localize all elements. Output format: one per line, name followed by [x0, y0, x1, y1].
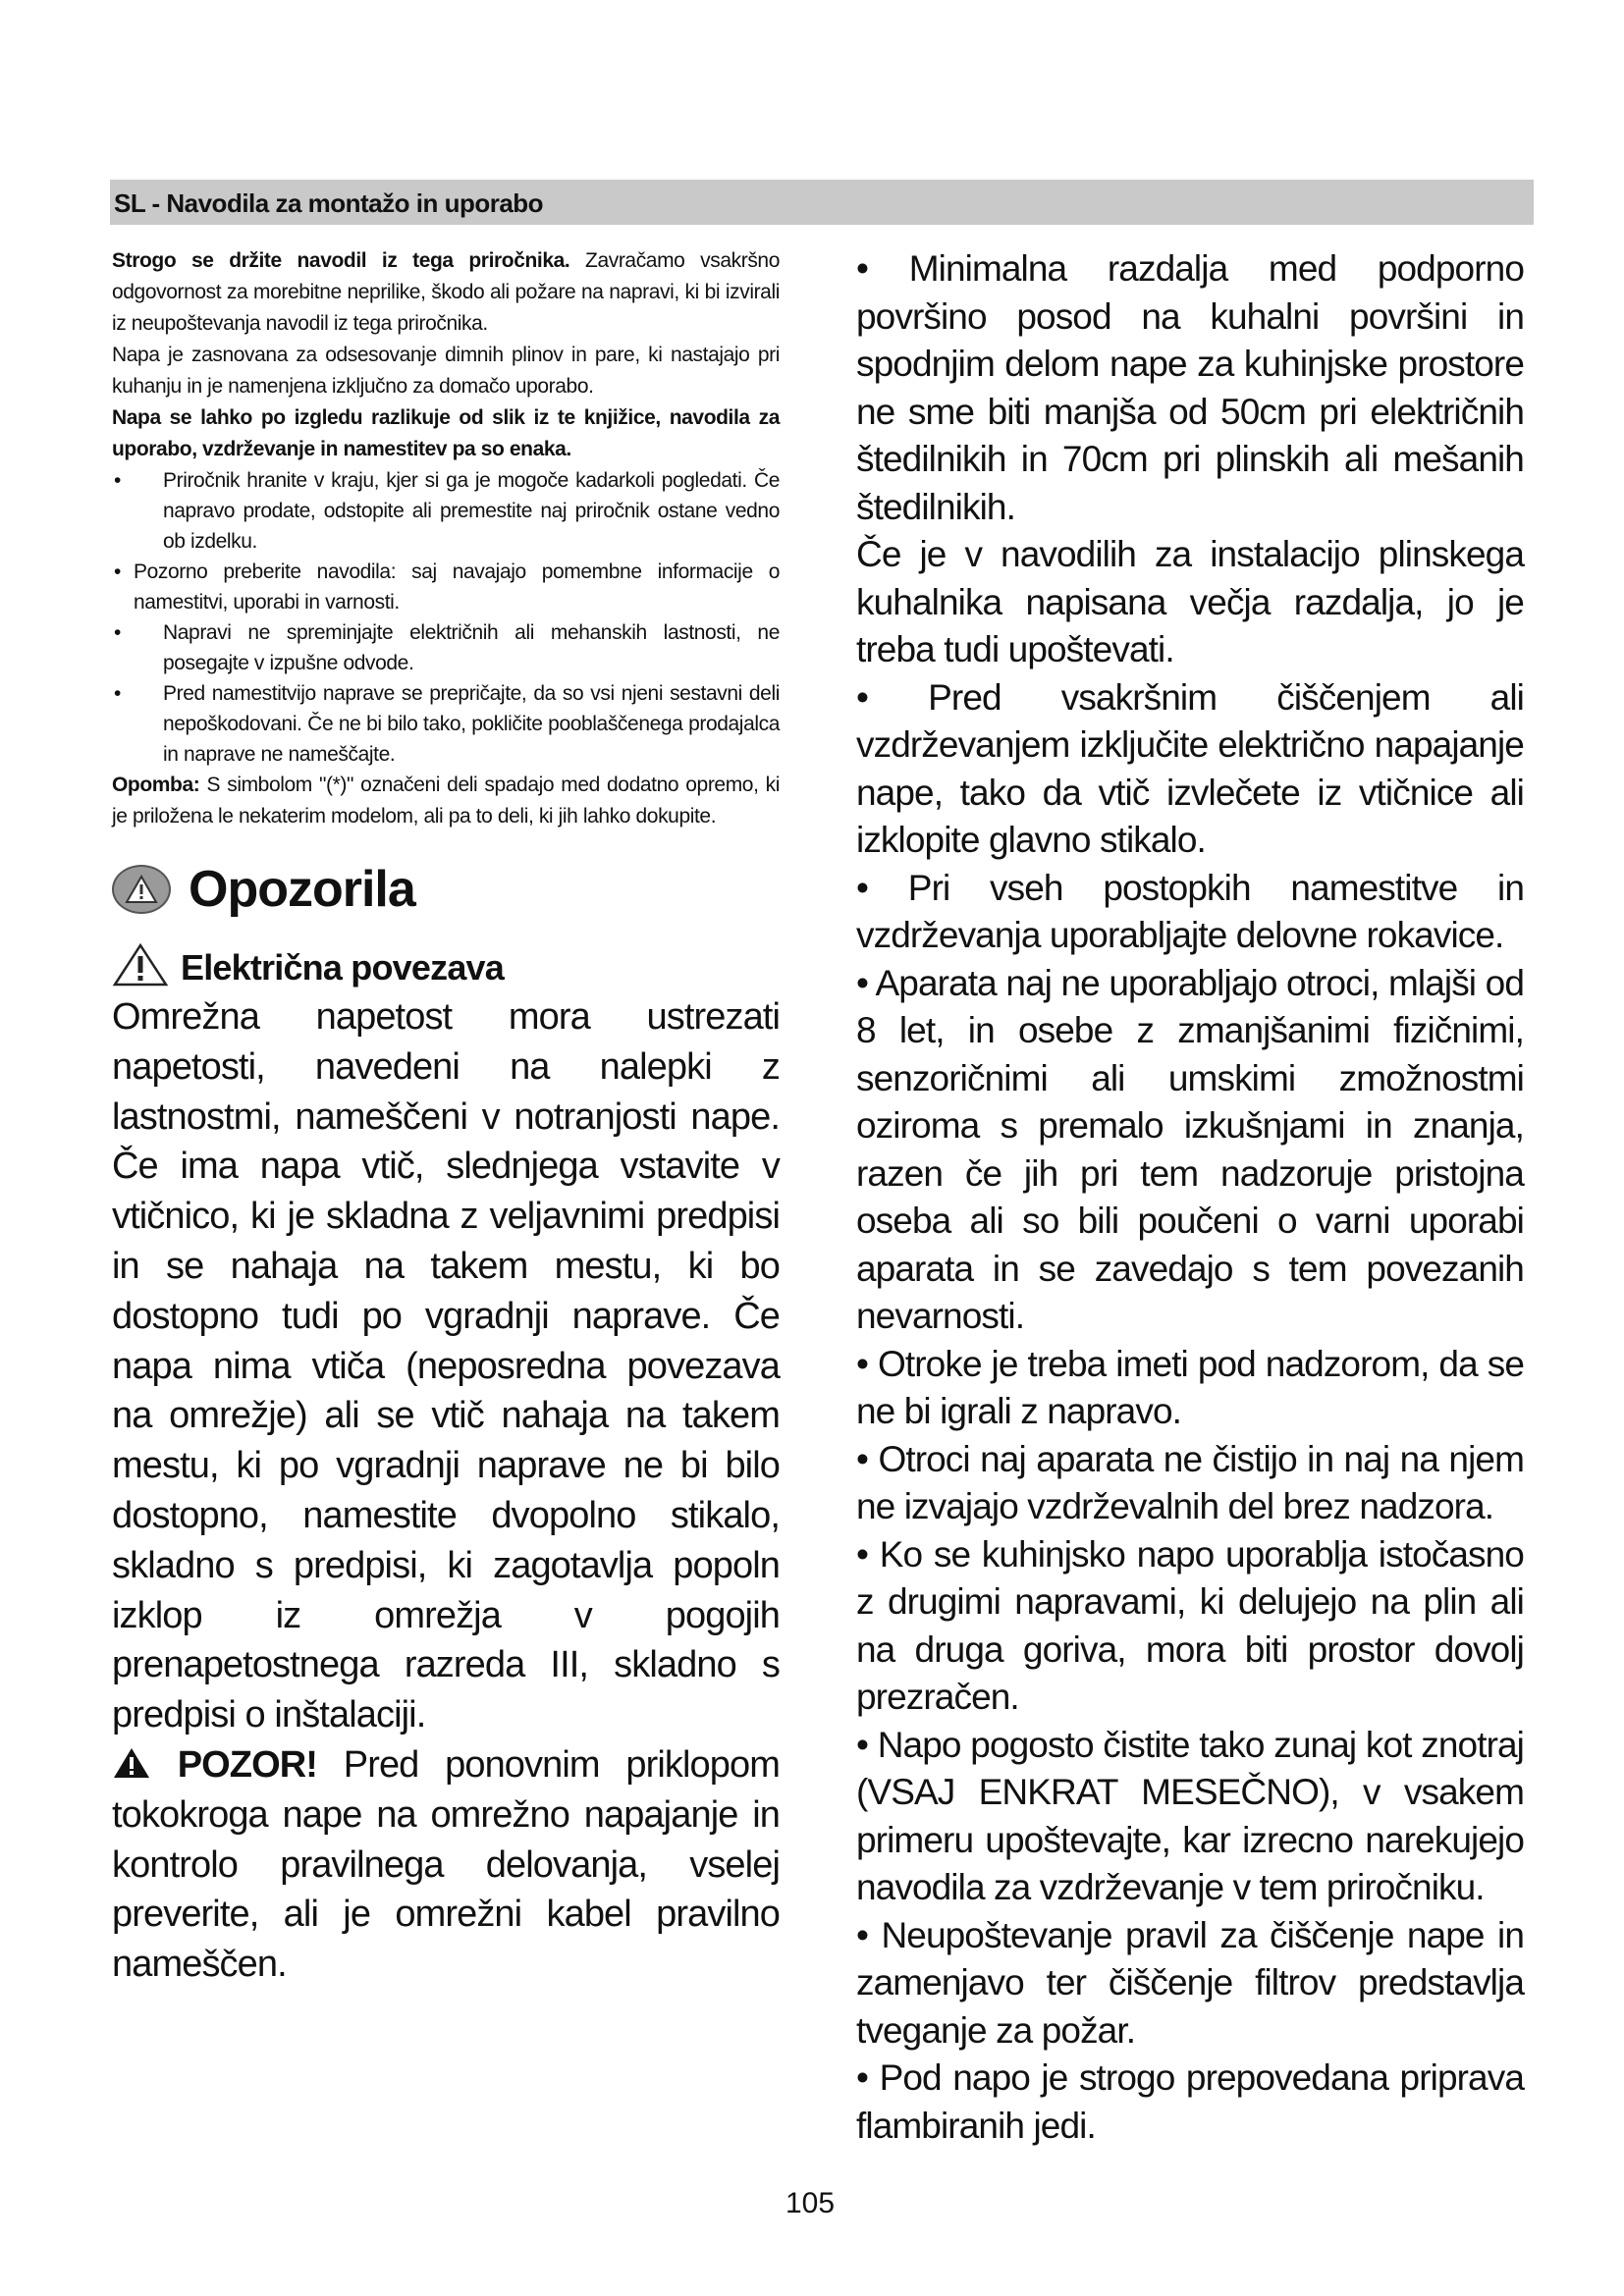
safety-paragraph: • Minimalna razdalja med podporno površino posod na kuhalni površini in spodnjim delom nape za kuhinjske prostore ne sme biti manjša od 50cm pri električnih štedilnikih in 70cm pri plinskih ali mešanih štedilnikih. [856, 248, 1524, 527]
safety-paragraph: • Pred vsakršnim čiščenjem ali vzdrževanjem izključite električno napajanje nape, tako da vtič izvlečete iz vtičnice ali izklopite glavno stikalo. [856, 676, 1524, 860]
safety-paragraph: • Aparata naj ne uporabljajo otroci, mlajši od 8 let, in osebe z zmanjšanimi fizičnimi, senzoričnimi ali umskimi zmožnostmi oziroma s premalo izkušnjami in znanja, razen če jih pri tem nadzoruje pristojna oseba ali so bili poučeni o varni uporabi aparata in se zavedajo s tem povezanih nevarnosti. [856, 962, 1524, 1336]
page-number: 105 [785, 2187, 836, 2219]
safety-paragraph: • Pod napo je strogo prepovedana priprava flambiranih jedi. [856, 2057, 1524, 2146]
electric-title: Električna povezava [181, 946, 504, 988]
intro-paragraph-2: Napa je zasnovana za odsesovanje dimnih plinov in pare, ki nastajajo pri kuhanju in je namenjena izključno za domačo uporabo. [112, 344, 780, 398]
electric-paragraph: Omrežna napetost mora ustrezati napetosti, navedeni na nalepki z lastnostmi, nameščeni v notranjosti nape. Če ima napa vtič, slednjega vstavite v vtičnico, ki je skladna z veljavnimi predpisi in se nahaja na takem mestu, ki bo dostopno tudi po vgradnji naprave. Če napa nima vtiča (neposredna povezava na omrežje) ali se vtič nahaja na takem mestu, ki po vgradnji naprave ne bi bilo dostopno, namestite dvopolno stikalo, skladno s predpisi, ki zagotavlja popoln izklop iz omrežja v pogojih prenapetostnega razreda III, skladno s predpisi o inštalaciji. [112, 996, 780, 1736]
header-bar [110, 180, 1534, 225]
page-header-title: SL - Navodila za montažo in uporabo [114, 188, 544, 218]
list-item: • Priročnik hranite v kraju, kjer si ga je mogoče kadarkoli pogledati. Če napravo prodate, odstopite ali premestite naj priročnik ostane vedno ob izdelku. [112, 465, 780, 557]
warnings-title: Opozorila [189, 861, 415, 918]
note-label: Opomba: [112, 774, 200, 796]
intro-paragraph-3 [112, 402, 780, 465]
safety-paragraph: • Napo pogosto čistite tako zunaj kot znotraj (VSAJ ENKRAT MESEČNO), v vsakem primeru upoštevajte, kar izrecno narekujejo navodila za vzdrževanje v tem priročniku. [856, 1724, 1524, 1907]
safety-paragraph: • Ko se kuhinjsko napo uporablja istočasno z drugimi napravami, ki delujejo na plin ali na druga goriva, mora biti prostor dovolj prezračen. [856, 1533, 1524, 1717]
pozor-text: Pred ponovnim priklopom tokokroga nape na omrežno napajanje in kontrolo pravilnega delovanja, vselej preverite, ali je omrežni kabel pravilno nameščen. [112, 1743, 780, 1986]
safety-paragraph: • Otroke je treba imeti pod nadzorom, da se ne bi igrali z napravo. [856, 1343, 1524, 1431]
warning-circle-icon [112, 865, 171, 914]
left-column [112, 245, 780, 1990]
safety-paragraph: • Pri vseh postopkih namestitve in vzdrževanja uporabljajte delovne rokavice. [856, 867, 1524, 955]
right-column [856, 245, 1524, 2150]
intro-text: Zavračamo vsakršno odgovornost za morebitne neprilike, škodo ali požare na napravi, ki bi izvirali iz neupoštevanja navodil iz tega priročnika. [112, 249, 780, 335]
intro-bold-notice: Napa se lahko po izgledu razlikuje od slik iz te knjižice, navodila za uporabo, vzdrževanje in namestitev pa so enaka. [112, 406, 780, 460]
intro-bullet-list [112, 465, 780, 770]
list-item: • Napravi ne spreminjajte električnih ali mehanskih lastnosti, ne posegajte v izpušne odvode. [112, 617, 780, 678]
note-paragraph [112, 770, 780, 832]
safety-paragraph: Če je v navodilih za instalacijo plinskega kuhalnika napisana večja razdalja, jo je treba tudi upoštevati. [856, 534, 1524, 669]
pozor-paragraph [112, 1740, 780, 1990]
warnings-heading [112, 860, 780, 919]
electric-heading [112, 942, 780, 992]
note-text: S simbolom "(*)" označeni deli spadajo med dodatno opremo, ki je priložena le nekaterim modelom, ali pa to deli, ki jih lahko dokupite. [112, 774, 780, 828]
pozor-warning-icon [112, 1744, 151, 1786]
safety-paragraph: • Otroci naj aparata ne čistijo in naj na njem ne izvajajo vzdrževalnih del brez nadzora. [856, 1438, 1524, 1526]
intro-bold-lead: Strogo se držite navodil iz tega priročnika. [112, 249, 570, 272]
pozor-label: POZOR! [177, 1743, 318, 1786]
list-item: • Pred namestitvijo naprave se prepričajte, da so vsi njeni sestavni deli nepoškodovani. Če ne bi bilo tako, pokličite pooblaščenega prodajalca in naprave ne nameščajte. [112, 678, 780, 770]
intro-paragraph-1 [112, 245, 780, 340]
safety-paragraph: • Neupoštevanje pravil za čiščenje nape in zamenjavo ter čiščenje filtrov predstavlja tveganje za požar. [856, 1914, 1524, 2051]
warning-triangle-icon [112, 942, 169, 992]
list-item: • Pozorno preberite navodila: saj navajajo pomembne informacije o namestitvi, uporabi in varnosti. [112, 557, 780, 617]
